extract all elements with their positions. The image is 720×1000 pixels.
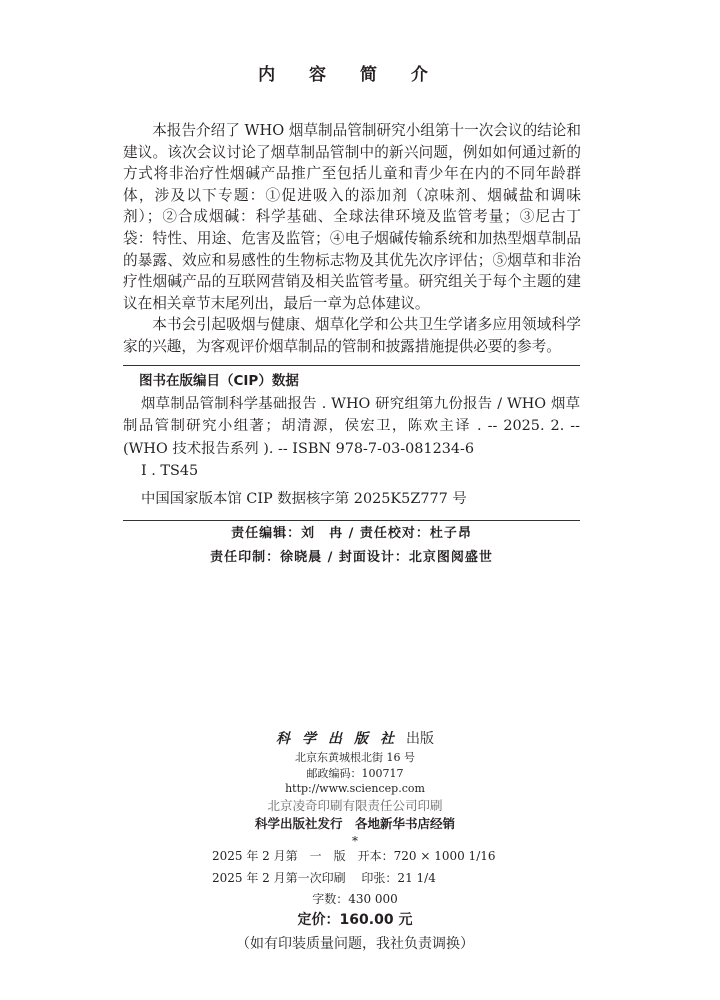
price: 定价：160.00 元 — [297, 911, 413, 928]
printer: 北京凌奇印刷有限责任公司印刷 — [267, 797, 443, 813]
printing-info: 2025 年 2 月第一次印刷 印张：21 1/4 — [212, 870, 436, 885]
cip-heading: 图书在版编目（CIP）数据 — [139, 373, 299, 389]
publisher-logo: 科学出版社 — [276, 731, 406, 747]
postcode: 邮政编码：100717 — [306, 766, 404, 780]
publisher-suffix: 出版 — [406, 731, 434, 747]
publisher-address: 北京东黄城根北街 16 号 — [295, 751, 415, 764]
cip-classification: Ⅰ . TS45 — [141, 463, 199, 479]
publisher-line — [0, 728, 710, 750]
editors-section — [123, 522, 580, 570]
cip-section — [123, 370, 580, 510]
distribution: 科学出版社发行 各地新华书店经销 — [254, 815, 455, 831]
star-mark: * — [352, 833, 358, 848]
summary-paragraph: 本报告介绍了 WHO 烟草制品管制研究小组第十一次会议的结论和建议。该次会议讨论了烟草制品管制中的新兴问题，例如如何通过新的方式将非治疗性烟碱产品推广至包括儿童和青少年在内的不同年龄群体，涉及以下专题：①促进吸入的添加剂（凉味剂、烟碱盐和调味剂）；②合成烟碱：科学基础、全球法律环境及监管考量；③尼古丁袋：特性、用途、危害及监管；④电子烟碱传输系统和加热型烟草制品的暴露、效应和易感性的生物标志物及其优先次序评估；⑤烟草和非治疗性烟碱产品的互联网营销及相关监管考量。研究组关于每个主题的建议在相关章节末尾列出，最后一章为总体建议。 — [123, 122, 581, 312]
website: http://www.sciencep.com — [285, 782, 425, 795]
cip-national-record: 中国国家版本馆 CIP 数据核字第 2025K5Z777 号 — [141, 490, 467, 507]
divider — [123, 365, 580, 366]
summary-section — [123, 120, 581, 358]
imprint-section — [0, 728, 710, 957]
edition-info: 2025 年 2 月第 一 版 开本：720 × 1000 1/16 — [212, 848, 496, 863]
word-count: 字数：430 000 — [312, 891, 398, 906]
editors-line: 责任编辑：刘 冉 / 责任校对：杜子昂 — [231, 526, 472, 541]
page-title: 内 容 简 介 — [258, 65, 442, 85]
editors-line: 责任印制：徐晓晨 / 封面设计：北京图阅盛世 — [210, 550, 493, 565]
quality-note: （如有印装质量问题，我社负责调换） — [236, 935, 474, 952]
divider — [123, 520, 580, 521]
summary-paragraph: 本书会引起吸烟与健康、烟草化学和公共卫生学诸多应用领域科学家的兴趣，为客观评价烟草制品的管制和披露措施提供必要的参考。 — [123, 316, 581, 355]
cip-body: 烟草制品管制科学基础报告 . WHO 研究组第九份报告 / WHO 烟草制品管制研究小组著；胡清源，侯宏卫，陈欢主译 . -- 2025. 2. -- (WHO 技术报告系列 ). -- ISBN 978-7-03-081234-6 — [123, 395, 580, 457]
